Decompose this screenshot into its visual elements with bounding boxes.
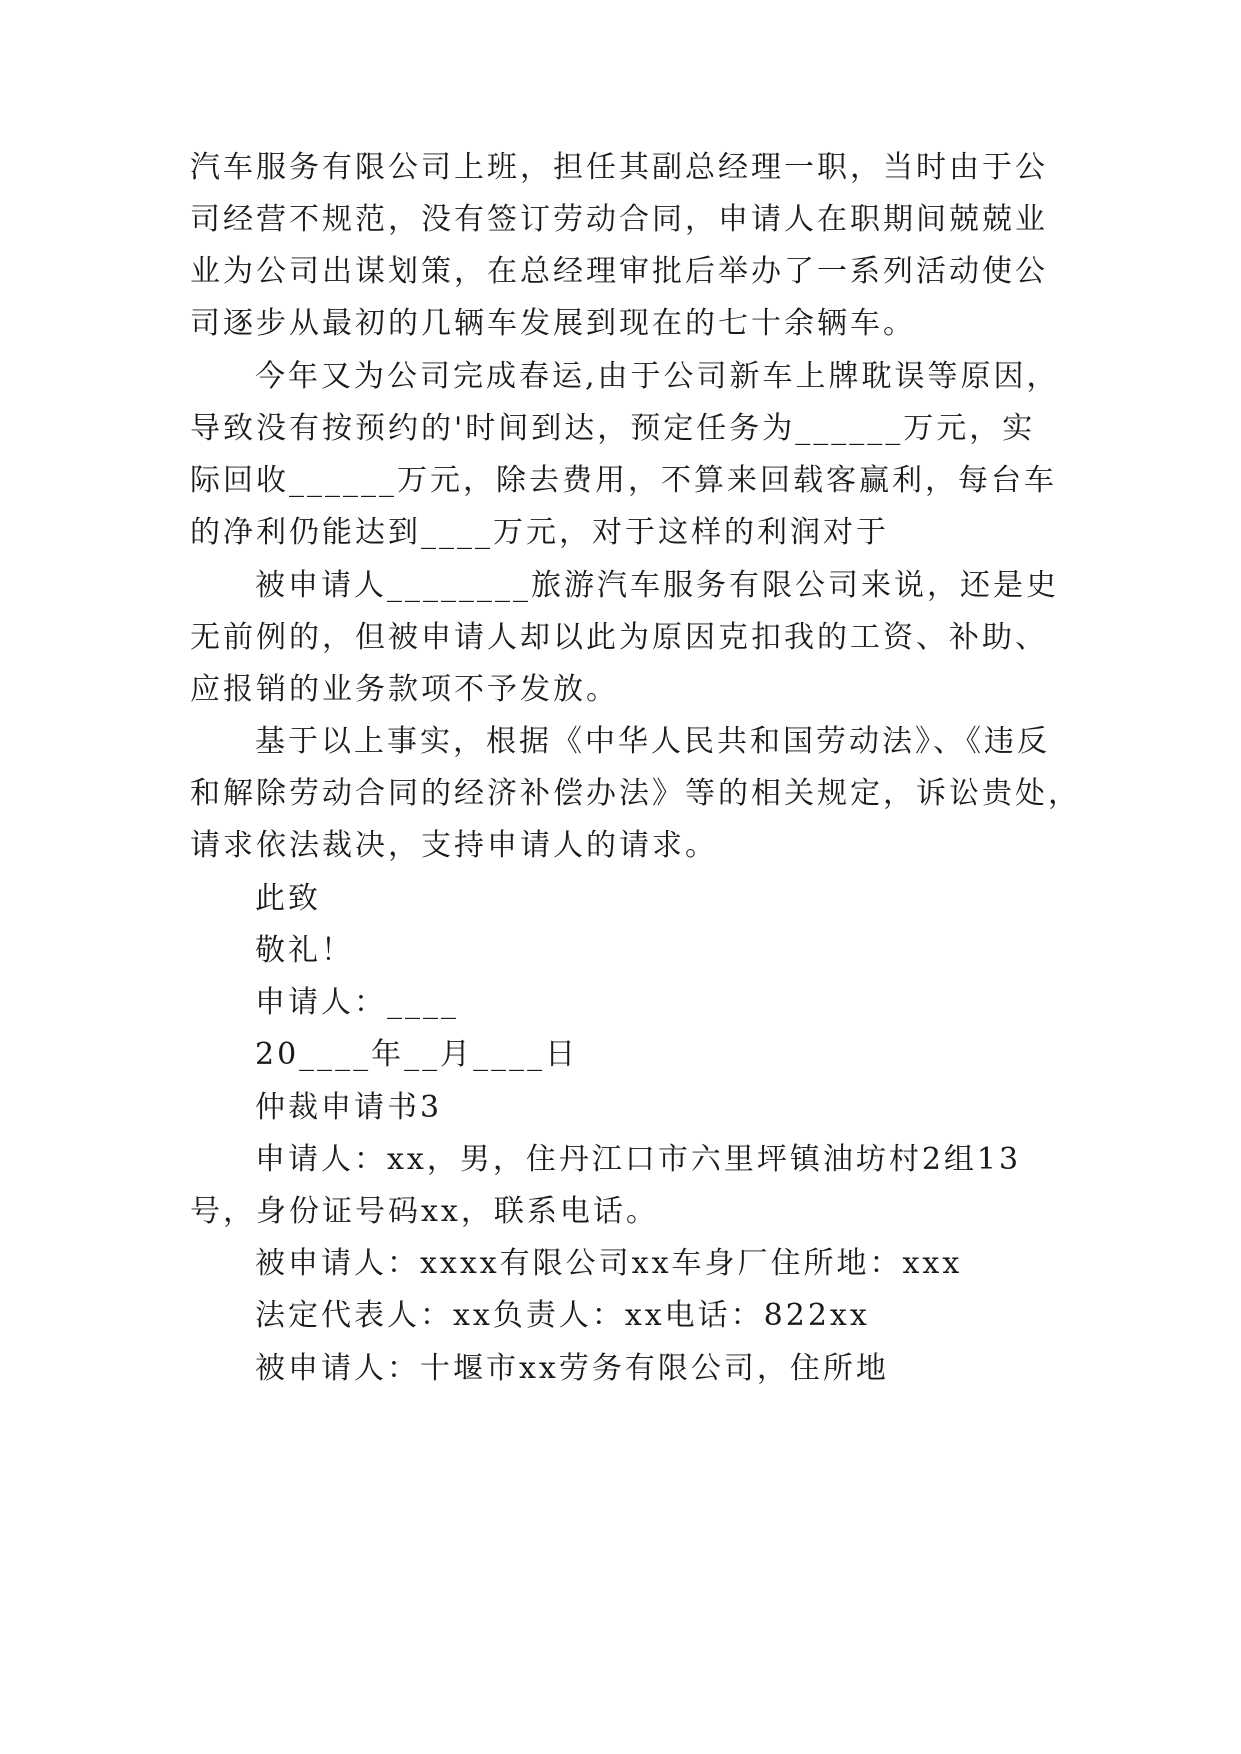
body-text-line: 请求依法裁决，支持申请人的请求。 xyxy=(190,828,718,863)
body-text-line: 司逐步从最初的几辆车发展到现在的七十余辆车。 xyxy=(190,306,916,341)
body-text-line: 业为公司出谋划策，在总经理审批后举办了一系列活动使公 xyxy=(190,254,1048,289)
body-text-line: 号，身份证号码xx，联系电话。 xyxy=(190,1194,659,1229)
paragraph-start-line: 今年又为公司完成春运,由于公司新车上牌耽误等原因， xyxy=(255,359,1060,394)
legal-representative-line: 法定代表人：xx负责人：xx电话：822xx xyxy=(255,1298,870,1333)
body-text-line: 司经营不规范，没有签订劳动合同，申请人在职期间兢兢业 xyxy=(190,202,1048,237)
date-line: 20____年__月____日 xyxy=(255,1037,579,1072)
paragraph-start-line: 基于以上事实，根据《中华人民共和国劳动法》、《违反 xyxy=(255,724,1050,759)
applicant-signature-line: 申请人：____ xyxy=(255,985,459,1020)
paragraph-start-line: 被申请人________旅游汽车服务有限公司来说，还是史 xyxy=(255,568,1059,603)
respondent-info-line: 被申请人：十堰市xx劳务有限公司，住所地 xyxy=(255,1351,889,1386)
body-text-line: 的净利仍能达到____万元，对于这样的利润对于 xyxy=(190,515,889,550)
body-text-line: 和解除劳动合同的经济补偿办法》等的相关规定，诉讼贵处， xyxy=(190,776,1081,811)
applicant-info-line: 申请人：xx，男，住丹江口市六里坪镇油坊村2组13 xyxy=(255,1142,1022,1177)
body-text-line: 际回收______万元，除去费用，不算来回载客赢利，每台车 xyxy=(190,463,1057,498)
body-text-line: 应报销的业务款项不予发放。 xyxy=(190,672,619,707)
respondent-info-line: 被申请人：xxxx有限公司xx车身厂住所地：xxx xyxy=(255,1246,963,1281)
body-text-line: 汽车服务有限公司上班，担任其副总经理一职，当时由于公 xyxy=(190,150,1048,185)
closing-salutation: 此致 xyxy=(255,881,321,916)
closing-regards: 敬礼！ xyxy=(255,933,354,968)
body-text-line: 导致没有按预约的'时间到达，预定任务为______万元，实 xyxy=(190,411,1036,446)
section-heading: 仲裁申请书3 xyxy=(255,1090,443,1125)
body-text-line: 无前例的，但被申请人却以此为原因克扣我的工资、补助、 xyxy=(190,620,1048,655)
